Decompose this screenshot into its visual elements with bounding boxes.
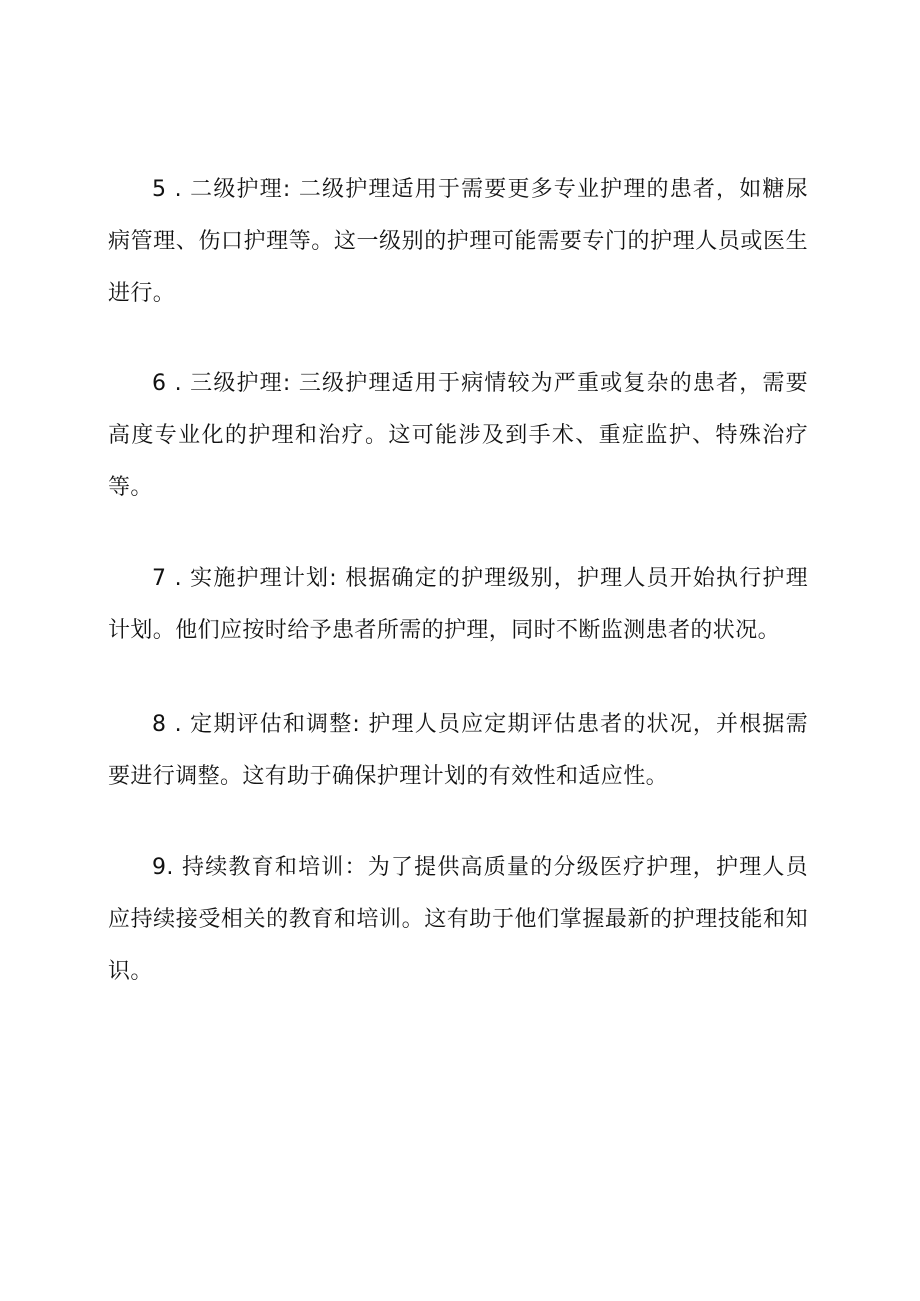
paragraph-continuing-education: 9. 持续教育和培训：为了提供高质量的分级医疗护理，护理人员应持续接受相关的教育和培训。这有助于他们掌握最新的护理技能和知识。: [108, 855, 808, 984]
paragraph-periodic-evaluation: 8 . 定期评估和调整: 护理人员应定期评估患者的状况，并根据需要进行调整。这有助于确保护理计划的有效性和适应性。: [108, 712, 808, 789]
paragraph-implement-care-plan: 7 . 实施护理计划: 根据确定的护理级别，护理人员开始执行护理计划。他们应按时给予患者所需的护理，同时不断监测患者的状况。: [108, 566, 808, 643]
paragraph-secondary-care: 5 . 二级护理: 二级护理适用于需要更多专业护理的患者，如糖尿病管理、伤口护理等。这一级别的护理可能需要专门的护理人员或医生进行。: [108, 177, 808, 306]
paragraph-tertiary-care: 6 . 三级护理: 三级护理适用于病情较为严重或复杂的患者，需要高度专业化的护理和治疗。这可能涉及到手术、重症监护、特殊治疗等。: [108, 371, 808, 500]
